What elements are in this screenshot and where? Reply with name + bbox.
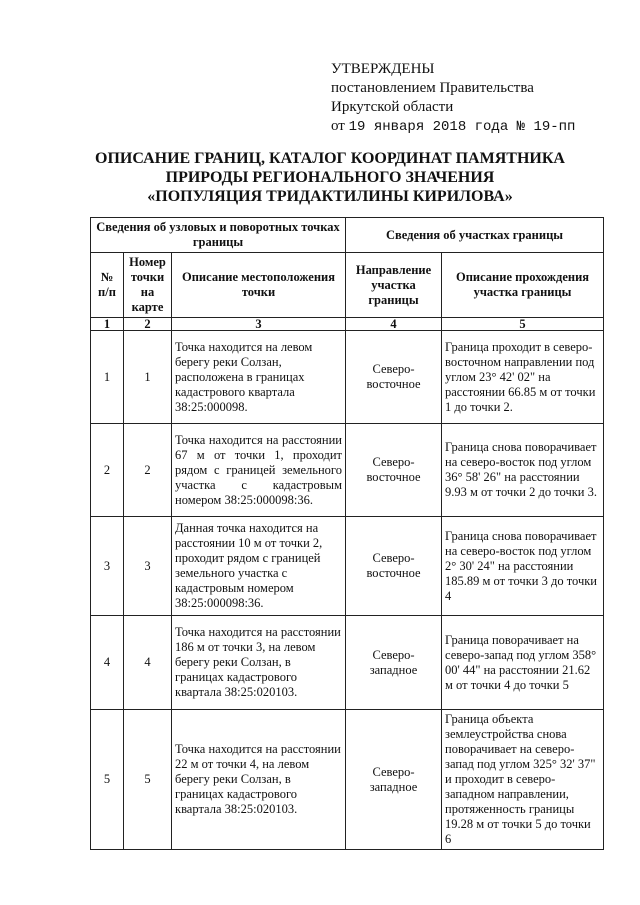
table-row [91,616,604,710]
row-direction: Северо-восточное [346,517,442,616]
row-description: Граница снова поворачивает на северо-восток под углом 2° 30' 24" на расстоянии 185.89 м от точки 3 до точки 4 [442,517,604,616]
approval-authority: постановлением Правительства [331,80,534,96]
column-number: 5 [442,318,604,331]
row-map-point: 5 [124,710,172,850]
row-description: Граница объекта землеустройства снова поворачивает на северо-запад под углом 325° 32' 37" и проходит в северо-западном направлении, протяженность границы 19.28 м от точки 5 до точки 6 [442,710,604,850]
boundary-table [90,217,604,850]
approval-date-line [331,117,631,137]
title-line-2: ПРИРОДЫ РЕГИОНАЛЬНОГО ЗНАЧЕНИЯ [165,169,495,186]
row-location: Данная точка находится на расстоянии 10 м от точки 2, проходит рядом с границей земельного участка с кадастровым номером 38:25:000098:36. [172,517,346,616]
approval-region: Иркутской области [331,99,454,115]
row-map-point: 3 [124,517,172,616]
approval-heading: УТВЕРЖДЕНЫ [331,61,435,77]
table-column-header-row [91,253,604,318]
document-title [60,149,600,206]
group-header-sections: Сведения об участках границы [346,218,604,253]
column-number: 2 [124,318,172,331]
column-number: 3 [172,318,346,331]
row-number: 2 [91,424,124,517]
row-location: Точка находится на левом берегу реки Солзан, расположена в границах кадастрового квартала 38:25:000098. [172,331,346,424]
row-direction: Северо-западное [346,616,442,710]
column-header-description: Описание прохождения участка границы [442,253,604,318]
table-group-header-row [91,218,604,253]
group-header-points: Сведения об узловых и поворотных точках границы [91,218,346,253]
column-header-number: № п/п [91,253,124,318]
table-row [91,331,604,424]
column-header-location: Описание местоположения точки [172,253,346,318]
row-location: Точка находится на расстоянии 22 м от точки 4, на левом берегу реки Солзан, в границах кадастрового квартала 38:25:020103. [172,710,346,850]
column-number: 1 [91,318,124,331]
row-location: Точка находится на расстоянии 186 м от точки 3, на левом берегу реки Солзан, в границах кадастрового квартала 38:25:020103. [172,616,346,710]
row-direction: Северо-западное [346,710,442,850]
column-number: 4 [346,318,442,331]
row-number: 3 [91,517,124,616]
row-direction: Северо-восточное [346,424,442,517]
table-row [91,424,604,517]
column-header-direction: Направление участка границы [346,253,442,318]
row-number: 1 [91,331,124,424]
table-row [91,517,604,616]
title-line-3: «ПОПУЛЯЦИЯ ТРИДАКТИЛИНЫ КИРИЛОВА» [147,188,513,205]
row-description: Граница проходит в северо-восточном направлении под углом 23° 42' 02" на расстоянии 66.85 м от точки 1 до точки 2. [442,331,604,424]
approval-from-label: от [331,118,345,134]
column-header-map-point: Номер точки на карте [124,253,172,318]
title-line-1: ОПИСАНИЕ ГРАНИЦ, КАТАЛОГ КООРДИНАТ ПАМЯТНИКА [95,150,565,167]
row-direction: Северо-восточное [346,331,442,424]
row-map-point: 4 [124,616,172,710]
row-map-point: 1 [124,331,172,424]
approval-date-number: 19 января 2018 года № 19-пп [348,119,576,135]
row-description: Граница поворачивает на северо-запад под углом 358° 00' 44" на расстоянии 21.62 м от точки 4 до точки 5 [442,616,604,710]
row-description: Граница снова поворачивает на северо-восток под углом 36° 58' 26" на расстоянии 9.93 м от точки 2 до точки 3. [442,424,604,517]
row-number: 4 [91,616,124,710]
row-location: Точка находится на расстоянии 67 м от точки 1, проходит рядом с границей земельного участка с кадастровым номером 38:25:000098:36. [172,424,346,517]
approval-block [331,60,631,137]
table-row [91,710,604,850]
row-map-point: 2 [124,424,172,517]
table-column-number-row [91,318,604,331]
row-number: 5 [91,710,124,850]
